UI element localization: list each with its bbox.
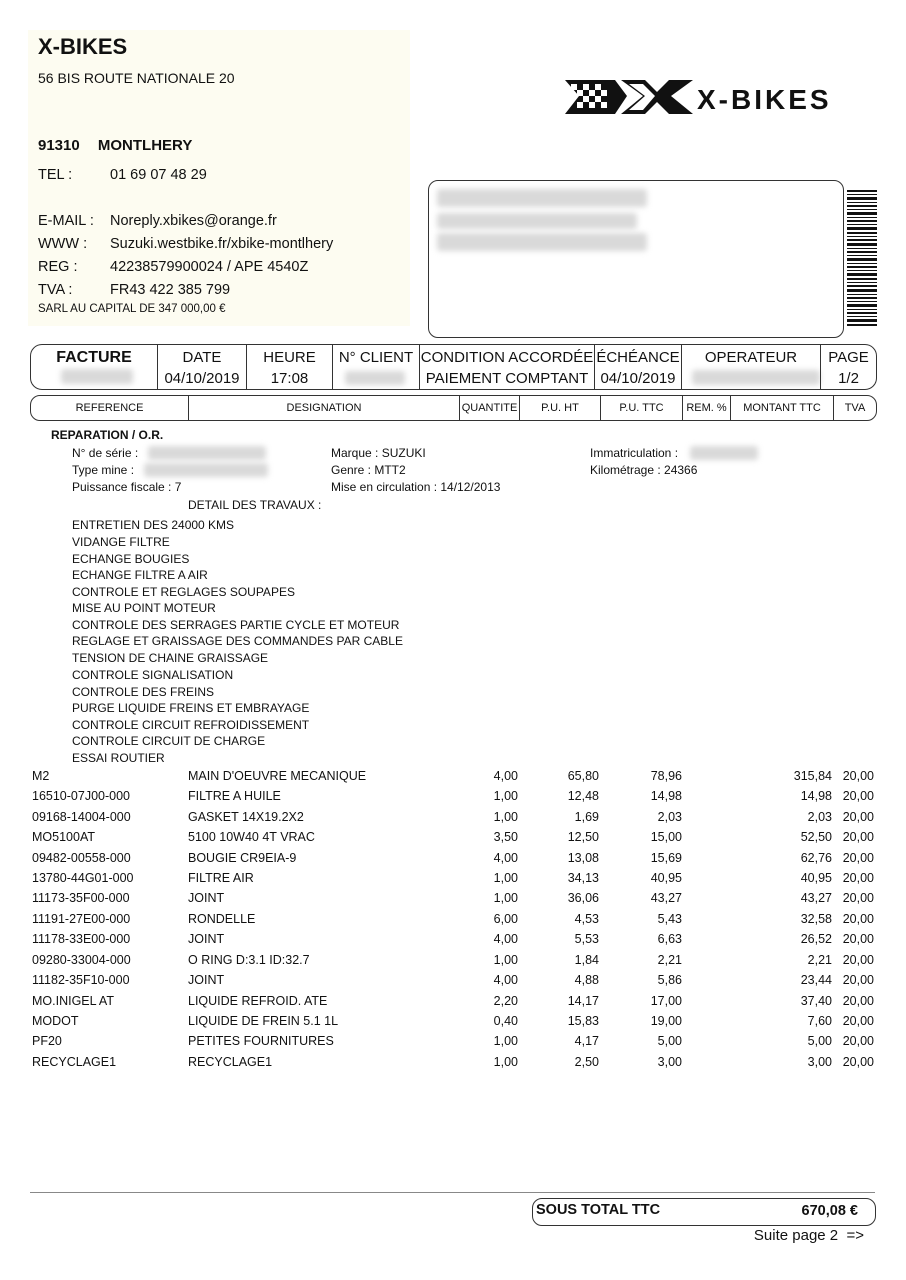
cell-quantite: 4,00	[493, 851, 518, 865]
cell-quantite: 6,00	[493, 912, 518, 926]
work-item: CONTROLE CIRCUIT REFROIDISSEMENT	[72, 718, 310, 732]
cell-tva: 20,00	[842, 1014, 874, 1028]
cell-reference: 11182-35F10-000	[32, 973, 130, 987]
reg-value: 42238579900024 / APE 4540Z	[110, 259, 309, 275]
mise-en-circulation: Mise en circulation : 14/12/2013	[331, 480, 501, 494]
work-item: CONTROLE CIRCUIT DE CHARGE	[72, 734, 266, 748]
logo-text: X-BIKES	[697, 84, 832, 115]
cell-pu-ht: 34,13	[567, 871, 599, 885]
cell-quantite: 4,00	[493, 973, 518, 987]
cell-designation: LIQUIDE REFROID. ATE	[188, 994, 328, 1008]
table-row	[0, 769, 906, 787]
cell-pu-ht: 5,53	[574, 932, 599, 946]
heure-label: HEURE	[263, 349, 316, 366]
company-www-row	[38, 236, 333, 252]
cell-tva: 20,00	[842, 769, 874, 783]
cell-pu-ttc: 43,27	[650, 891, 682, 905]
cell-quantite: 1,00	[493, 789, 518, 803]
cell-designation: FILTRE AIR	[188, 871, 254, 885]
table-row	[0, 1055, 906, 1073]
cell-tva: 20,00	[842, 830, 874, 844]
cell-tva: 20,00	[842, 810, 874, 824]
cell-reference: 11178-33E00-000	[32, 932, 131, 946]
company-logo	[565, 76, 845, 118]
cell-pu-ttc: 40,95	[650, 871, 682, 885]
table-row	[0, 789, 906, 807]
cell-designation: GASKET 14X19.2X2	[188, 810, 304, 824]
cell-designation: O RING D:3.1 ID:32.7	[188, 953, 310, 967]
cell-quantite: 1,00	[493, 891, 518, 905]
cell-montant-ttc: 2,21	[807, 953, 832, 967]
cell-pu-ttc: 6,63	[657, 932, 682, 946]
cell-montant-ttc: 7,60	[807, 1014, 832, 1028]
table-row	[0, 1014, 906, 1032]
cell-montant-ttc: 3,00	[807, 1055, 832, 1069]
cell-quantite: 1,00	[493, 871, 518, 885]
table-row	[0, 973, 906, 991]
company-name: X-BIKES	[38, 34, 128, 59]
cell-montant-ttc: 14,98	[800, 789, 832, 803]
date-cell	[158, 345, 246, 389]
company-tva-row	[38, 282, 230, 298]
cell-designation: PETITES FOURNITURES	[188, 1034, 334, 1048]
cell-tva: 20,00	[842, 851, 874, 865]
kilometrage: Kilométrage : 24366	[590, 463, 698, 477]
cell-designation: JOINT	[188, 891, 225, 905]
cell-pu-ht: 4,53	[574, 912, 599, 926]
table-row	[0, 912, 906, 930]
company-postcode: 91310	[38, 137, 80, 154]
cell-pu-ht: 1,84	[574, 953, 599, 967]
detail-travaux-title: DETAIL DES TRAVAUX :	[188, 498, 322, 512]
type-label: Type mine :	[72, 463, 135, 477]
cell-pu-ht: 14,17	[567, 994, 599, 1008]
cell-reference: MO.INIGEL AT	[32, 994, 114, 1008]
table-row	[0, 851, 906, 869]
work-item: MISE AU POINT MOTEUR	[72, 601, 216, 615]
cell-montant-ttc: 5,00	[807, 1034, 832, 1048]
work-item: ECHANGE FILTRE A AIR	[72, 568, 208, 582]
table-row	[0, 953, 906, 971]
cell-tva: 20,00	[842, 891, 874, 905]
cell-reference: 09482-00558-000	[32, 851, 131, 865]
redacted-recipient-city	[437, 233, 647, 251]
work-item: CONTROLE DES SERRAGES PARTIE CYCLE ET MOTEUR	[72, 618, 400, 632]
page-label: PAGE	[828, 349, 869, 366]
work-item: TENSION DE CHAINE GRAISSAGE	[72, 651, 269, 665]
cell-designation: RONDELLE	[188, 912, 256, 926]
echeance-label: ÉCHÉANCE	[596, 349, 680, 366]
redacted-type	[144, 463, 268, 477]
tel-label: TEL :	[38, 167, 73, 183]
immatriculation-label: Immatriculation :	[590, 446, 679, 460]
work-item: CONTROLE SIGNALISATION	[72, 668, 234, 682]
cell-pu-ttc: 2,21	[657, 953, 682, 967]
cell-montant-ttc: 52,50	[800, 830, 832, 844]
col-pu-ht: P.U. HT	[541, 402, 579, 414]
table-row	[0, 871, 906, 889]
redacted-operator	[692, 370, 820, 385]
cell-tva: 20,00	[842, 871, 874, 885]
cell-montant-ttc: 43,27	[800, 891, 832, 905]
cell-pu-ttc: 15,00	[650, 830, 682, 844]
cell-pu-ht: 4,88	[574, 973, 599, 987]
company-tel-row	[38, 167, 207, 183]
cell-quantite: 4,00	[493, 932, 518, 946]
work-item: ECHANGE BOUGIES	[72, 552, 190, 566]
cell-reference: 11173-35F00-000	[32, 891, 130, 905]
cell-tva: 20,00	[842, 1034, 874, 1048]
tva-value: FR43 422 385 799	[110, 282, 231, 298]
cell-quantite: 4,00	[493, 769, 518, 783]
echeance-value: 04/10/2019	[600, 370, 676, 387]
redacted-serial	[148, 446, 266, 460]
cell-reference: RECYCLAGE1	[32, 1055, 117, 1069]
cell-designation: MAIN D'OEUVRE MECANIQUE	[188, 769, 367, 783]
company-reg-row	[38, 259, 308, 275]
col-remise: REM. %	[686, 402, 727, 414]
cell-montant-ttc: 23,44	[800, 973, 832, 987]
work-item: REGLAGE ET GRAISSAGE DES COMMANDES PAR CABLE	[72, 634, 403, 648]
date-value: 04/10/2019	[164, 370, 240, 387]
col-designation: DESIGNATION	[286, 402, 362, 414]
cell-quantite: 2,20	[493, 994, 518, 1008]
client-label: N° CLIENT	[338, 349, 414, 366]
cell-reference: 09168-14004-000	[32, 810, 131, 824]
cell-reference: 13780-44G01-000	[32, 871, 134, 885]
cell-designation: RECYCLAGE1	[188, 1055, 273, 1069]
condition-label: CONDITION ACCORDÉE	[420, 349, 594, 366]
company-city-line	[38, 137, 206, 154]
www-label: WWW :	[38, 236, 88, 252]
cell-pu-ht: 4,17	[574, 1034, 599, 1048]
cell-quantite: 0,40	[493, 1014, 518, 1028]
work-item: CONTROLE ET REGLAGES SOUPAPES	[72, 585, 295, 599]
serial-label: N° de série :	[72, 446, 139, 460]
cell-reference: PF20	[32, 1034, 62, 1048]
subtotal-label: SOUS TOTAL TTC	[536, 1202, 661, 1218]
cell-pu-ttc: 3,00	[657, 1055, 682, 1069]
table-header	[30, 395, 877, 421]
cell-pu-ht: 13,08	[567, 851, 599, 865]
cell-pu-ttc: 15,69	[650, 851, 682, 865]
cell-montant-ttc: 2,03	[807, 810, 832, 824]
table-row	[0, 994, 906, 1012]
cell-designation: BOUGIE CR9EIA-9	[188, 851, 297, 865]
redacted-client-number	[345, 371, 405, 385]
cell-tva: 20,00	[842, 953, 874, 967]
redacted-invoice-number	[61, 369, 133, 384]
redacted-immatriculation	[690, 446, 758, 460]
genre: Genre : MTT2	[331, 463, 406, 477]
facture-cell	[31, 345, 157, 389]
cell-pu-ttc: 14,98	[650, 789, 682, 803]
redacted-recipient-street	[437, 213, 637, 229]
subtotal-value: 670,08 €	[801, 1203, 858, 1219]
table-row	[0, 932, 906, 950]
cell-pu-ttc: 5,86	[657, 973, 682, 987]
page-value: 1/2	[838, 370, 859, 387]
cell-reference: 16510-07J00-000	[32, 789, 130, 803]
tva-label: TVA :	[38, 282, 73, 298]
col-quantite: QUANTITE	[461, 402, 518, 414]
cell-pu-ttc: 5,00	[657, 1034, 682, 1048]
client-cell	[333, 345, 419, 389]
barcode-icon	[847, 190, 877, 326]
cell-designation: FILTRE A HUILE	[188, 789, 281, 803]
company-email-row	[38, 213, 277, 229]
company-city: MONTLHERY	[97, 137, 193, 154]
cell-pu-ht: 12,48	[567, 789, 599, 803]
cell-montant-ttc: 26,52	[800, 932, 832, 946]
cell-pu-ttc: 2,03	[657, 810, 682, 824]
cell-montant-ttc: 32,58	[800, 912, 832, 926]
col-pu-ttc: P.U. TTC	[619, 402, 664, 414]
cell-quantite: 1,00	[493, 810, 518, 824]
table-row	[0, 830, 906, 848]
col-reference: REFERENCE	[75, 402, 144, 414]
cell-tva: 20,00	[842, 994, 874, 1008]
cell-pu-ht: 2,50	[574, 1055, 599, 1069]
col-tva: TVA	[844, 402, 866, 414]
cell-pu-ttc: 17,00	[650, 994, 682, 1008]
tel-value: 01 69 07 48 29	[110, 167, 207, 183]
cell-pu-ht: 12,50	[567, 830, 599, 844]
cell-reference: 11191-27E00-000	[32, 912, 131, 926]
puissance-fiscale: Puissance fiscale : 7	[72, 480, 182, 494]
heure-value: 17:08	[270, 370, 309, 387]
cell-montant-ttc: 37,40	[800, 994, 832, 1008]
www-value: Suzuki.westbike.fr/xbike-montlhery	[110, 236, 334, 252]
cell-pu-ttc: 78,96	[650, 769, 682, 783]
work-item: ESSAI ROUTIER	[72, 751, 165, 765]
work-item: CONTROLE DES FREINS	[72, 685, 215, 699]
next-page-indicator: Suite page 2 =>	[753, 1227, 864, 1244]
email-label: E-MAIL :	[38, 213, 94, 229]
cell-designation: JOINT	[188, 932, 225, 946]
marque: Marque : SUZUKI	[331, 446, 426, 460]
cell-pu-ht: 65,80	[567, 769, 599, 783]
cell-reference: 09280-33004-000	[32, 953, 131, 967]
checkered-x-icon	[565, 80, 693, 114]
cell-montant-ttc: 62,76	[800, 851, 832, 865]
cell-tva: 20,00	[842, 932, 874, 946]
date-label: DATE	[182, 349, 222, 366]
cell-tva: 20,00	[842, 1055, 874, 1069]
company-capital: SARL AU CAPITAL DE 347 000,00 €	[38, 303, 226, 315]
condition-cell	[420, 345, 594, 389]
repair-section-title: REPARATION / O.R.	[51, 428, 164, 442]
cell-designation: JOINT	[188, 973, 225, 987]
condition-value: PAIEMENT COMPTANT	[425, 370, 589, 387]
page-cell	[821, 345, 876, 389]
company-address: 56 BIS ROUTE NATIONALE 20	[38, 70, 235, 86]
heure-cell	[247, 345, 332, 389]
cell-reference: MODOT	[32, 1014, 79, 1028]
footer-divider	[30, 1192, 875, 1193]
col-montant-ttc: MONTANT TTC	[743, 402, 821, 414]
cell-montant-ttc: 40,95	[800, 871, 832, 885]
cell-tva: 20,00	[842, 789, 874, 803]
cell-tva: 20,00	[842, 973, 874, 987]
cell-designation: LIQUIDE DE FREIN 5.1 1L	[188, 1014, 339, 1028]
table-row	[0, 1034, 906, 1052]
cell-quantite: 1,00	[493, 953, 518, 967]
cell-montant-ttc: 315,84	[793, 769, 832, 783]
table-row	[0, 810, 906, 828]
cell-reference: M2	[32, 769, 50, 783]
cell-quantite: 3,50	[493, 830, 518, 844]
work-item: VIDANGE FILTRE	[72, 535, 170, 549]
cell-quantite: 1,00	[493, 1034, 518, 1048]
cell-quantite: 1,00	[493, 1055, 518, 1069]
cell-pu-ttc: 19,00	[650, 1014, 682, 1028]
recipient-address-box	[428, 180, 844, 338]
reg-label: REG :	[38, 259, 78, 275]
cell-pu-ht: 36,06	[567, 891, 599, 905]
invoice-header-box	[30, 344, 877, 390]
redacted-recipient-name	[437, 189, 647, 207]
facture-label: FACTURE	[56, 349, 132, 366]
operateur-cell	[682, 345, 820, 389]
cell-reference: MO5100AT	[32, 830, 95, 844]
cell-designation: 5100 10W40 4T VRAC	[188, 830, 315, 844]
work-item: ENTRETIEN DES 24000 KMS	[72, 518, 235, 532]
work-item: PURGE LIQUIDE FREINS ET EMBRAYAGE	[72, 701, 310, 715]
cell-pu-ht: 15,83	[567, 1014, 599, 1028]
echeance-cell	[595, 345, 681, 389]
cell-pu-ht: 1,69	[574, 810, 599, 824]
cell-pu-ttc: 5,43	[657, 912, 682, 926]
cell-tva: 20,00	[842, 912, 874, 926]
email-value: Noreply.xbikes@orange.fr	[110, 213, 277, 229]
operateur-label: OPERATEUR	[704, 349, 798, 366]
table-row	[0, 891, 906, 909]
